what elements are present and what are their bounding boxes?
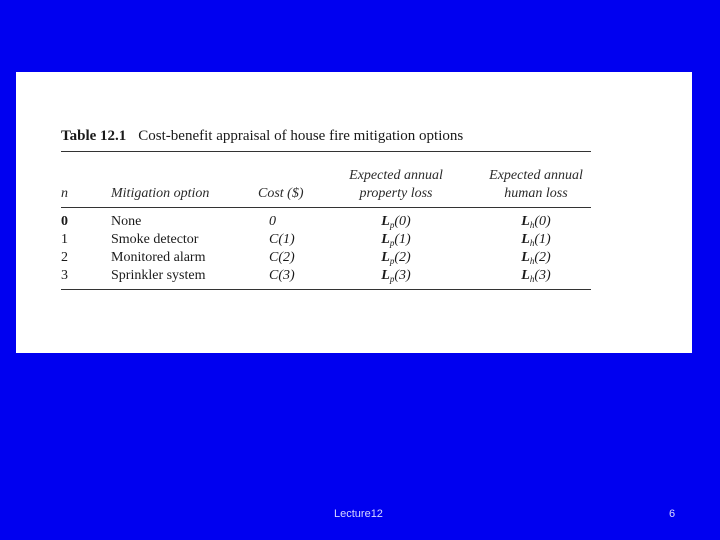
row-property-loss: $L_p(2)$ xyxy=(381,250,411,266)
row-human-loss: $L_h(1)$ xyxy=(521,232,551,248)
row-human-loss: $L_h(0)$ xyxy=(521,214,551,230)
row-option: Sprinkler system xyxy=(111,268,206,283)
header-human-loss-line2: human loss xyxy=(504,186,568,201)
table-number: Table 12.1 xyxy=(61,128,127,144)
table-image xyxy=(16,72,692,353)
top-rule xyxy=(61,151,591,152)
row-option: None xyxy=(111,214,142,229)
header-mitigation-option: Mitigation option xyxy=(111,186,210,201)
row-property-loss: $L_p(1)$ xyxy=(381,232,411,248)
header-rule xyxy=(61,207,591,208)
row-cost: C(3) xyxy=(269,268,295,283)
footer-label: Lecture12 xyxy=(334,508,383,520)
table-title: Cost-benefit appraisal of house fire mitigation options xyxy=(138,128,464,144)
row-human-loss: $L_h(2)$ xyxy=(521,250,551,266)
row-cost: C(2) xyxy=(269,250,295,265)
row-n: 2 xyxy=(61,250,68,265)
row-n: 3 xyxy=(61,268,68,283)
header-cost: Cost ($) xyxy=(258,186,304,201)
row-human-loss: $L_h(3)$ xyxy=(521,268,551,284)
header-property-loss-line1: Expected annual xyxy=(349,168,443,183)
row-cost: 0 xyxy=(269,214,276,229)
row-property-loss: $L_p(0)$ xyxy=(381,214,411,230)
row-option: Monitored alarm xyxy=(111,250,206,265)
header-n: n xyxy=(61,186,68,201)
row-cost: C(1) xyxy=(269,232,295,247)
header-property-loss-line2: property loss xyxy=(359,186,433,201)
row-n: 0 xyxy=(61,214,68,229)
slide-number: 6 xyxy=(669,508,676,520)
row-property-loss: $L_p(3)$ xyxy=(381,268,411,284)
bottom-rule xyxy=(61,289,591,290)
row-option: Smoke detector xyxy=(111,232,199,247)
row-n: 1 xyxy=(61,232,68,247)
table-caption xyxy=(61,128,463,145)
header-human-loss-line1: Expected annual xyxy=(489,168,583,183)
